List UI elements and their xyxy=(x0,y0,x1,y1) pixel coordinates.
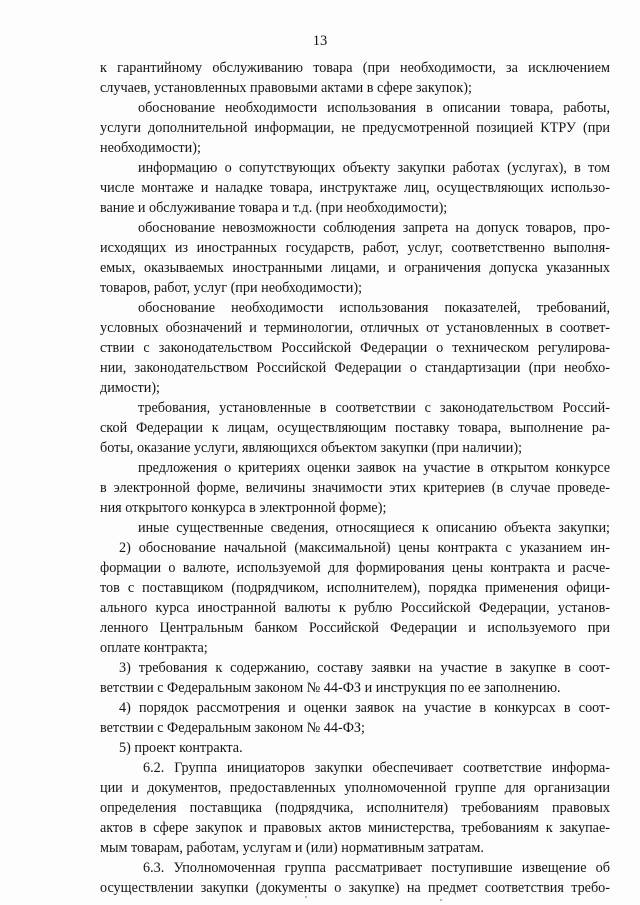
text-line: числе монтаже и наладке товара, инструктаже лиц, осуществляющих использо- xyxy=(100,180,610,196)
text-line: предложения о критериях оценки заявок на участие в открытом конкурсе xyxy=(138,460,610,476)
text-line: ской Федерации к лицам, осуществляющим поставку товара, выполнение ра- xyxy=(100,420,610,436)
text-line: 3) требования к содержанию, составу заявки на участие в закупке в соот- xyxy=(119,660,610,676)
text-line: к гарантийному обслуживанию товара (при необходимости, за исключением xyxy=(100,60,610,76)
text-line: ленного Центральным банком Российской Федерации и используемого при xyxy=(100,620,610,636)
text-line: требования, установленные в соответствии с законодательством Россий- xyxy=(138,400,610,416)
text-line: 2) обоснование начальной (максимальной) цены контракта с указанием ин- xyxy=(119,540,610,556)
scan-speck xyxy=(305,896,307,898)
text-line: емых, оказываемых иностранными лицами, и ограничения допуска указанных xyxy=(100,260,610,276)
text-line: актов в сфере закупок и правовых актов министерства, требованиям к закупае- xyxy=(100,820,610,836)
text-line: исходящих из иностранных государств, работ, услуг, соответственно выполня- xyxy=(100,240,610,256)
text-line: условных обозначений и терминологии, отличных от установленных в соответ- xyxy=(100,320,610,336)
text-line: обоснование необходимости использования показателей, требований, xyxy=(138,300,610,316)
text-line: вание и обслуживание товара и т.д. (при необходимости); xyxy=(100,200,448,216)
text-line: определения поставщика (подрядчика, исполнителя) требованиям правовых xyxy=(100,800,610,816)
text-line: мым товарам, работам, услугам и (или) нормативным затратам. xyxy=(100,840,484,856)
text-line: 6.2. Группа инициаторов закупки обеспечивает соответствие информа- xyxy=(143,760,610,776)
text-line: тов с поставщиком (подрядчиком, исполнителем), порядка применения офици- xyxy=(100,580,610,596)
text-line: боты, оказание услуги, являющихся объектом закупки (при наличии); xyxy=(100,440,523,456)
text-line: 6.3. Уполномоченная группа рассматривает поступившие извещение об xyxy=(143,860,610,876)
text-line: ветствии с Федеральным законом № 44-ФЗ; xyxy=(100,720,365,736)
text-line: ции и документов, предоставленных уполномоченной группе для организации xyxy=(100,780,610,796)
text-line: товаров, работ, услуг (при необходимости); xyxy=(100,280,363,296)
scan-speck xyxy=(440,899,442,901)
text-line: иные существенные сведения, относящиеся к описанию объекта закупки; xyxy=(138,520,610,536)
text-line: информацию о сопутствующих объекту закупки работах (услугах), в том xyxy=(138,160,610,176)
text-line: ального курса иностранной валюты к рублю Российской Федерации, установ- xyxy=(100,600,610,616)
text-line: в электронной форме, величины значимости этих критериев (в случае проведе- xyxy=(100,480,610,496)
text-line: нии, законодательством Российской Федерации о стандартизации (при необхо- xyxy=(100,360,610,376)
text-line: 4) порядок рассмотрения и оценки заявок на участие в конкурсах в соот- xyxy=(119,700,610,716)
text-line: 5) проект контракта. xyxy=(119,740,243,756)
text-line: обоснование невозможности соблюдения запрета на допуск товаров, про- xyxy=(138,220,610,236)
text-line: формации о валюте, используемой для формирования цены контракта и расче- xyxy=(100,560,610,576)
text-line: необходимости); xyxy=(100,140,201,156)
text-line: ветствии с Федеральным законом № 44-ФЗ и инструкция по ее заполнению. xyxy=(100,680,561,696)
text-line: случаев, установленных правовыми актами в сфере закупок); xyxy=(100,80,472,96)
text-line: ствии с законодательством Российской Федерации о техническом регулирова- xyxy=(100,340,610,356)
text-line: оплате контракта; xyxy=(100,640,208,656)
text-line: услуги дополнительной информации, не предусмотренной позицией КТРУ (при xyxy=(100,120,610,136)
text-line: обоснование необходимости использования в описании товара, работы, xyxy=(138,100,610,116)
page-number: 13 xyxy=(312,33,328,49)
text-line: осуществлении закупки (документы о закупке) на предмет соответствия требо- xyxy=(100,880,610,896)
text-line: ния открытого конкурса в электронной форме); xyxy=(100,500,387,516)
text-line: димости); xyxy=(100,380,160,396)
